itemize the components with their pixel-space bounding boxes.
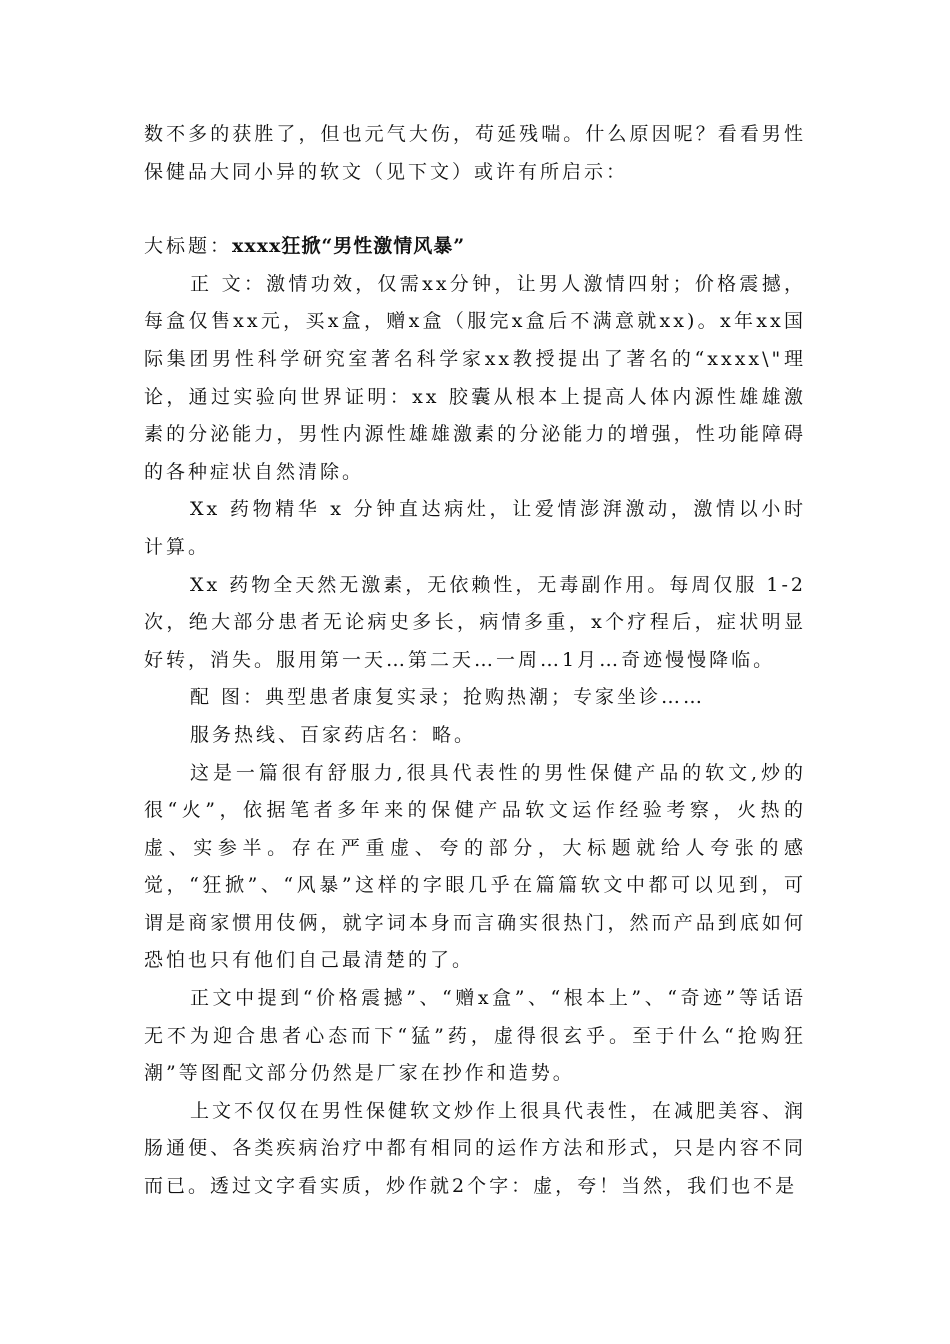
body-paragraph-hotline: 服务热线、百家药店名：略。 xyxy=(190,723,477,746)
body-paragraph-natural: Xx 药物全天然无激素，无依赖性，无毒副作用。每周仅服 1-2次，绝大部分患者无论病史多长，病情多重，x个疗程后，症状明显好转，消失。服用第一天…第二天…一周…1月…奇迹慢慢降临。 xyxy=(144,573,806,671)
body-paragraph-critique: 正文中提到“价格震撼”、“赠x盒”、“根本上”、“奇迹”等话语无不为迎合患者心态而下“猛”药，虚得很玄乎。至于什么“抢购狂潮”等图配文部分仍然是厂家在抄作和造势。 xyxy=(144,987,806,1085)
body-paragraph-main-text: 正 文：激情功效，仅需xx分钟，让男人激情四射；价格震撼，每盒仅售xx元，买x盒，赠x盒（服完x盒后不满意就xx)。x年xx国际集团男性科学研究室著名科学家xx教授提出了著名的“xxxx\"理论，通过实验向世界证明：xx 胶囊从根本上提高人体内源性雄雄激素的分泌能力，男性内源性雄雄激素的分泌能力的增强，性功能障碍的各种症状自然清除。 xyxy=(144,272,806,483)
headline-title: xxxx狂掀“男性激情风暴” xyxy=(232,235,466,258)
document-page xyxy=(144,116,806,1206)
body-paragraph-conclusion: 上文不仅仅在男性保健软文炒作上很具代表性，在减肥美容、润肠通便、各类疾病治疗中都有相同的运作方法和形式，只是内容不同而已。透过文字看实质，炒作就2个字：虚，夸！当然，我们也不是 xyxy=(144,1099,807,1198)
intro-paragraph: 数不多的获胜了，但也元气大伤，苟延残喘。什么原因呢？看看男性保健品大同小异的软文（见下文）或许有所启示： xyxy=(144,123,806,183)
body-paragraph-images: 配 图：典型患者康复实录；抢购热潮；专家坐诊…… xyxy=(190,686,706,709)
headline-line xyxy=(144,228,806,266)
paragraph-gap xyxy=(144,191,806,228)
body-paragraph-analysis: 这是一篇很有舒服力,很具代表性的男性保健产品的软文,炒的很“火”，依据笔者多年来的保健产品软文运作经验考察，火热的虚、实参半。存在严重虚、夸的部分，大标题就给人夸张的感觉，“狂掀”、“风暴”这样的字眼几乎在篇篇软文中都可以见到，可谓是商家惯用伎俩，就字词本身而言确实很热门，然而产品到底如何恐怕也只有他们自己最清楚的了。 xyxy=(144,761,806,972)
body-paragraph-essence: Xx 药物精华 x 分钟直达病灶，让爱情澎湃激动，激情以小时计算。 xyxy=(144,498,806,558)
headline-label: 大标题： xyxy=(144,235,233,258)
